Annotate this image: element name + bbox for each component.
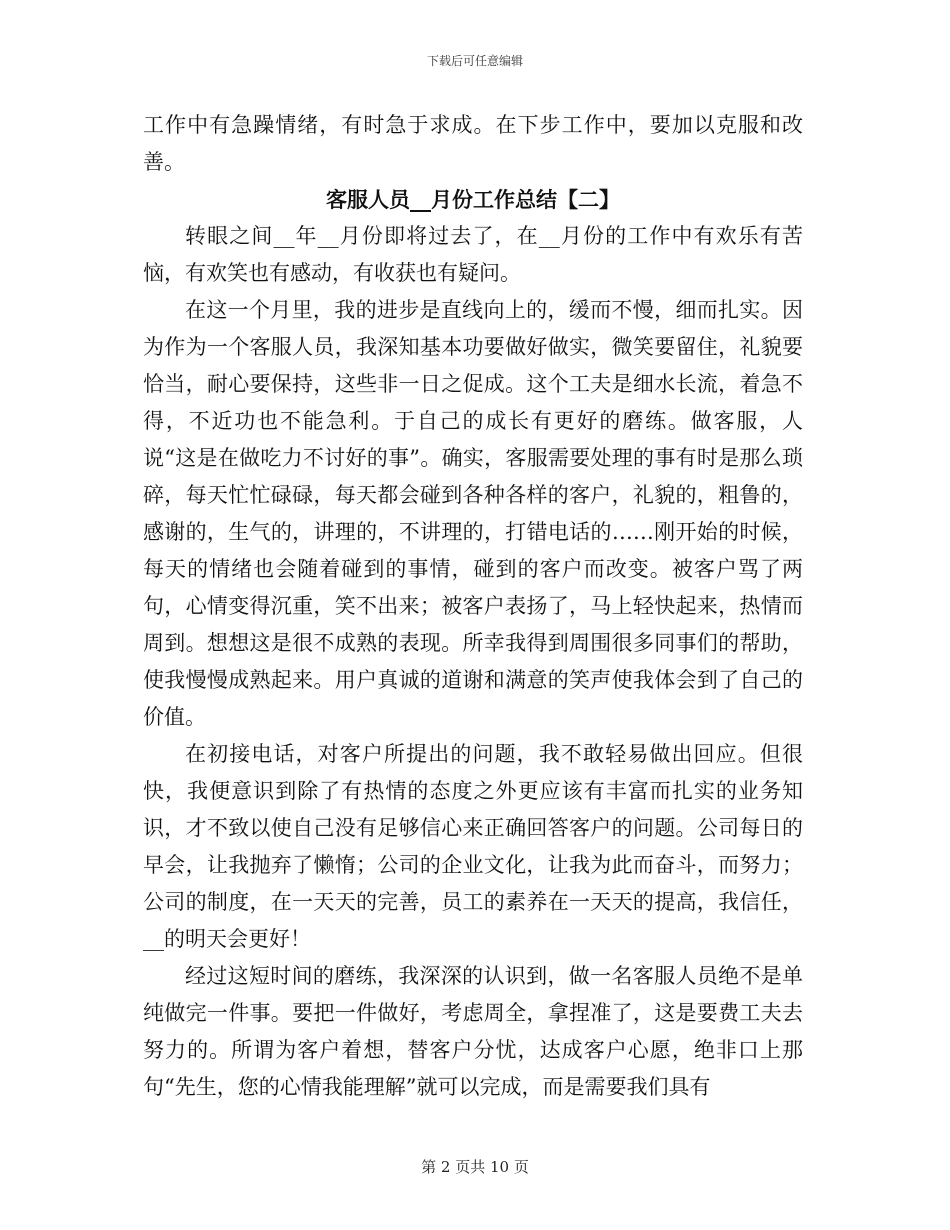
continuation-paragraph: 工作中有急躁情绪，有时急于求成。在下步工作中，要加以克服和改善。 xyxy=(143,113,803,174)
page-header: 下载后可任意编辑 xyxy=(426,54,523,68)
document-body xyxy=(143,107,803,1106)
paragraph-2: 在这一个月里，我的进步是直线向上的，缓而不慢，细而扎实。因为作为一个客服人员，我深知基本功要做好做实，微笑要留住，礼貌要恰当，耐心要保持，这些非一日之促成。这个工夫是细水长流，着急不得，不近功也不能急利。于自己的成长有更好的磨练。做客服，人说“这是在做吃力不讨好的事”。确实，客服需要处理的事有时是那么琐碎，每天忙忙碌碌，每天都会碰到各种各样的客户，礼貌的，粗鲁的，感谢的，生气的，讲理的，不讲理的，打错电话的……刚开始的时候，每天的情绪也会随着碰到的事情，碰到的客户而改变。被客户骂了两句，心情变得沉重，笑不出来；被客户表扬了，马上轻快起来，热情而周到。想想这是很不成熟的表现。所幸我得到周围很多同事们的帮助，使我慢慢成熟起来。用户真诚的道谢和满意的笑声使我体会到了自己的价值。 xyxy=(143,298,803,729)
paragraph-4: 经过这短时间的磨练，我深深的认识到，做一名客服人员绝不是单纯做完一件事。要把一件做好，考虑周全，拿捏准了，这是要费工夫去努力的。所谓为客户着想，替客户分忧，达成客户心愿，绝非口上那句“先生，您的心情我能理解”就可以完成，而是需要我们具有 xyxy=(143,964,803,1099)
paragraph-3: 在初接电话，对客户所提出的问题，我不敢轻易做出回应。但很快，我便意识到除了有热情的态度之外更应该有丰富而扎实的业务知识，才不致以使自己没有足够信心来正确回答客户的问题。公司每日的早会，让我抛弃了懒惰；公司的企业文化，让我为此而奋斗，而努力；公司的制度，在一天天的完善，员工的素养在一天天的提高，我信任，__的明天会更好！ xyxy=(143,742,803,951)
paragraph-1: 转眼之间__年__月份即将过去了，在__月份的工作中有欢乐有苦恼，有欢笑也有感动，有收获也有疑问。 xyxy=(143,224,803,285)
section-title: 客服人员__月份工作总结【二】 xyxy=(326,187,620,212)
page-footer: 第 2 页共 10 页 xyxy=(421,1158,529,1176)
